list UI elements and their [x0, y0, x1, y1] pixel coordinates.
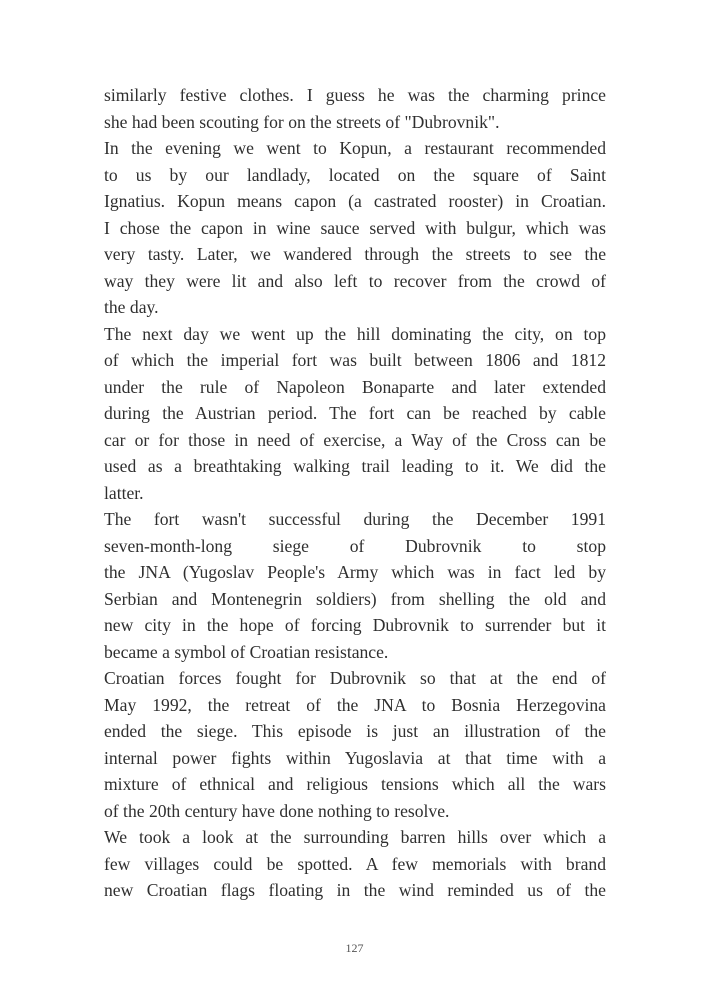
text-line: ended the siege. This episode is just an illustration of the — [104, 721, 606, 741]
text-line: of the 20th century have done nothing to resolve. — [104, 800, 450, 821]
paragraph-croatian-forces — [104, 665, 606, 824]
text-line: latter. — [104, 482, 144, 503]
text-line: the day. — [104, 297, 159, 317]
text-line: to us by our landlady, located on the square of Saint — [104, 164, 606, 185]
text-line: way they were lit and also left to recover from the crowd of — [104, 270, 606, 291]
paragraph-prince — [104, 82, 606, 135]
text-line: used as a breathtaking walking trail leading to it. We did the — [104, 456, 606, 476]
paragraph-siege — [104, 506, 606, 665]
paragraph-kopun-restaurant — [104, 135, 606, 321]
text-line: very tasty. Later, we wandered through the streets to see the — [104, 244, 606, 264]
text-line: new Croatian flags floating in the wind reminded us of the — [104, 880, 606, 900]
paragraph-barren-hills — [104, 824, 606, 904]
text-line: We took a look at the surrounding barren hills over which a — [104, 827, 606, 847]
text-line: seven-month-long siege of Dubrovnik to stop — [104, 535, 606, 556]
page-number: 127 — [345, 941, 364, 955]
text-line: became a symbol of Croatian resistance. — [104, 641, 389, 662]
text-line: she had been scouting for on the streets of "Dubrovnik". — [104, 111, 500, 132]
text-line: few villages could be spotted. A few memorials with brand — [104, 853, 606, 874]
text-line: under the rule of Napoleon Bonaparte and later extended — [104, 376, 606, 397]
paragraph-imperial-fort — [104, 321, 606, 507]
text-line: In the evening we went to Kopun, a restaurant recommended — [104, 138, 606, 158]
text-line: Ignatius. Kopun means capon (a castrated rooster) in Croatian. — [104, 191, 606, 211]
text-line: Serbian and Montenegrin soldiers) from shelling the old and — [104, 588, 606, 609]
text-line: of which the imperial fort was built between 1806 and 1812 — [104, 350, 606, 370]
text-line: The fort wasn't successful during the December 1991 — [104, 509, 606, 529]
text-line: I chose the capon in wine sauce served with bulgur, which was — [104, 217, 606, 238]
text-line: mixture of ethnical and religious tensions which all the wars — [104, 774, 606, 794]
page-body — [104, 82, 606, 904]
text-line: Croatian forces fought for Dubrovnik so that at the end of — [104, 668, 606, 688]
text-line: during the Austrian period. The fort can be reached by cable — [104, 403, 606, 423]
text-line: internal power fights within Yugoslavia at that time with a — [104, 747, 606, 768]
text-line: car or for those in need of exercise, a Way of the Cross can be — [104, 429, 606, 450]
text-line: The next day we went up the hill dominating the city, on top — [104, 323, 606, 344]
text-line: the JNA (Yugoslav People's Army which was in fact led by — [104, 562, 606, 582]
text-line: May 1992, the retreat of the JNA to Bosnia Herzegovina — [104, 694, 606, 715]
text-line: similarly festive clothes. I guess he was the charming prince — [104, 85, 606, 105]
text-line: new city in the hope of forcing Dubrovnik to surrender but it — [104, 615, 606, 635]
